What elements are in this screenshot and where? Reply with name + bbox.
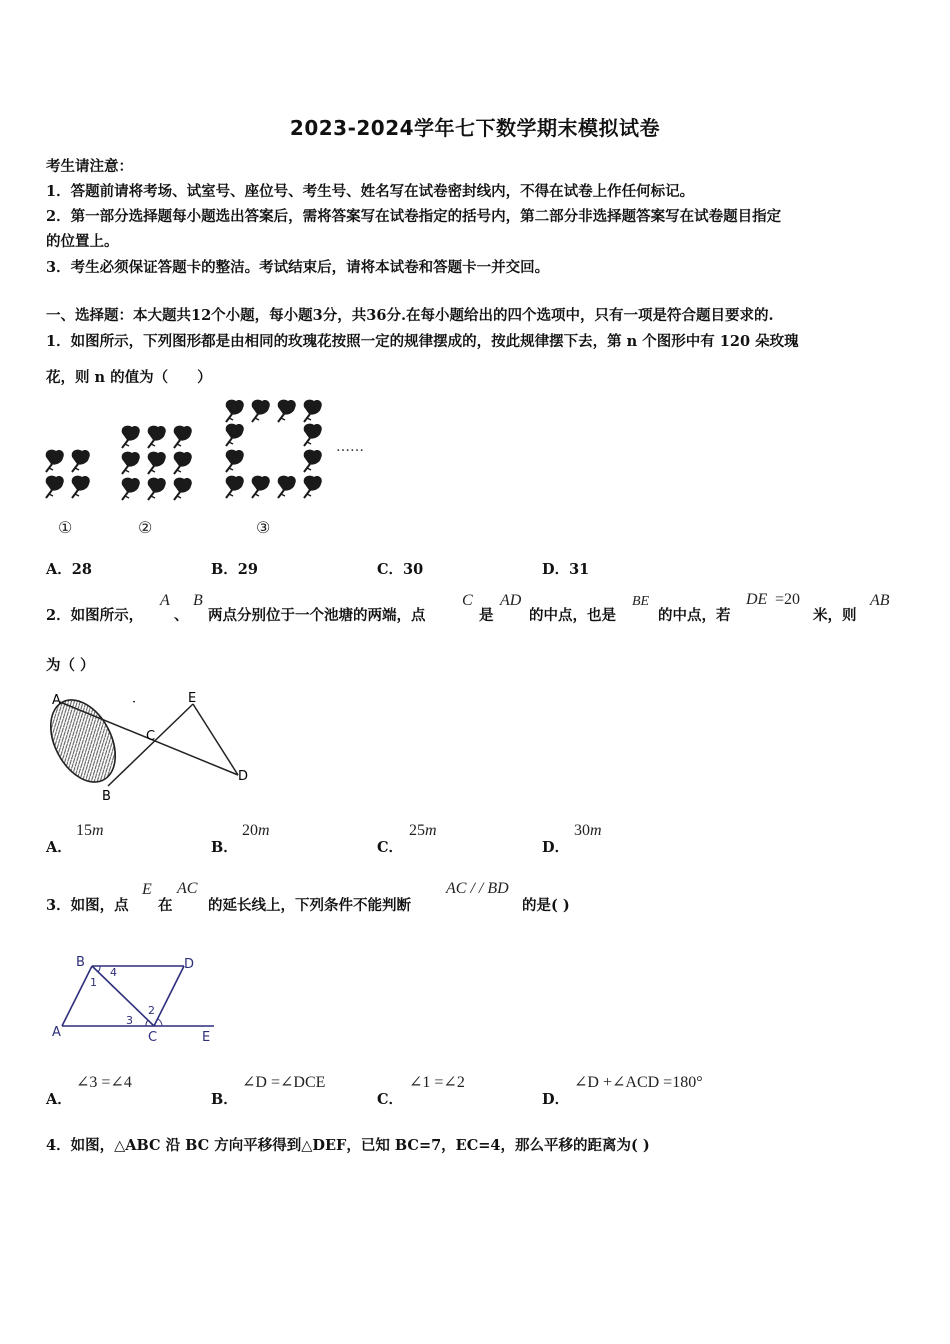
rose-icon <box>122 478 140 500</box>
q2-stem-part: 的中点，也是 <box>529 607 616 624</box>
q1-option-c[interactable]: C．30 <box>377 561 424 578</box>
q1-stem-line2: 花，则 n 的值为（ ） <box>46 369 212 386</box>
q2-option-d[interactable]: D． <box>542 839 570 856</box>
q3-math: E <box>142 881 152 898</box>
rose-icon <box>122 452 140 474</box>
q2-math: BE <box>632 594 650 609</box>
point-label: B <box>76 955 85 970</box>
q1-option-b[interactable]: B．29 <box>211 561 258 578</box>
rose-icon <box>304 476 322 498</box>
q1-stem-line1: 1．如图所示，下列图形都是由相同的玫瑰花按照一定的规律摆成的，按此规律摆下去，第 n 个图形中有 120 朵玫瑰 <box>46 333 799 350</box>
q2-option-a-value: 15m <box>76 822 104 839</box>
q1-option-a[interactable]: A．28 <box>46 561 92 578</box>
q2-option-b[interactable]: B． <box>211 839 238 856</box>
q3-option-b[interactable]: B． <box>211 1091 238 1108</box>
figure-label: ② <box>138 518 153 537</box>
rose-icon <box>46 450 64 472</box>
rose-icon <box>304 424 322 446</box>
q2-stem-part: 、 <box>174 607 189 624</box>
rose-icon <box>252 476 270 498</box>
figure-label: ③ <box>256 518 271 537</box>
q1-option-d[interactable]: D．31 <box>542 561 590 578</box>
rose-icon <box>148 452 166 474</box>
q3-option-c[interactable]: C． <box>377 1091 404 1108</box>
point-label: C <box>146 729 156 744</box>
q3-math: AC / / BD <box>446 880 509 897</box>
rose-icon <box>148 478 166 500</box>
angle-label: 2 <box>148 1004 155 1017</box>
point-label: E <box>202 1030 211 1045</box>
q1-rose-figure <box>40 395 400 545</box>
notice-item: 3．考生必须保证答题卡的整洁。考试结束后，请将本试卷和答题卡一并交回。 <box>46 259 550 276</box>
notice-item: 2．第一部分选择题每小题选出答案后，需将答案写在试卷指定的括号内，第二部分非选择题答案写在试卷题目指定 <box>46 208 782 225</box>
angle-label: 1 <box>90 976 97 989</box>
figure-label: ① <box>58 518 73 537</box>
q3-math: AC <box>177 880 198 897</box>
notice-item: 1．答题前请将考场、试室号、座位号、考生号、姓名写在试卷密封线内，不得在试卷上作任何标记。 <box>46 183 695 200</box>
q2-math: B <box>193 592 203 609</box>
q3-option-a-value: ∠3 =∠4 <box>76 1074 132 1091</box>
q2-math: A <box>160 592 170 609</box>
rose-icon <box>278 476 296 498</box>
rose-icon <box>226 476 244 498</box>
q2-math: DE <box>746 591 768 608</box>
rose-icon <box>46 476 64 498</box>
q3-option-a[interactable]: A． <box>46 1091 72 1108</box>
point-label: A <box>52 693 61 708</box>
point-label: A <box>52 1025 61 1040</box>
q2-stem-part: 米，则 <box>813 607 857 624</box>
rose-icon <box>226 450 244 472</box>
page-title: 2023-2024学年七下数学期末模拟试卷 <box>289 116 661 140</box>
q2-math: AD <box>500 592 522 609</box>
q2-option-a[interactable]: A． <box>46 839 72 856</box>
q3-stem-part: 在 <box>158 897 173 914</box>
rose-icon <box>72 476 90 498</box>
point-label: B <box>102 789 111 804</box>
rose-icon <box>148 426 166 448</box>
rose-icon <box>174 478 192 500</box>
notice-heading: 考生请注意： <box>46 158 133 175</box>
rose-icon <box>252 400 270 422</box>
figure-dot: · <box>132 695 137 710</box>
angle-label: 4 <box>110 966 117 979</box>
rose-icon <box>304 400 322 422</box>
section-heading: 一、选择题：本大题共12个小题，每小题3分，共36分.在每小题给出的四个选项中，只有一项是符合题目要求的. <box>46 307 774 324</box>
q2-option-d-value: 30m <box>574 822 602 839</box>
figure-ellipsis: …… <box>336 439 364 455</box>
point-label: E <box>188 691 197 706</box>
rose-icon <box>122 426 140 448</box>
q2-stem-part: 2．如图所示， <box>46 607 144 624</box>
point-label: D <box>238 769 249 784</box>
q3-option-d[interactable]: D． <box>542 1091 570 1108</box>
q3-stem-part: 的是( ) <box>522 897 570 914</box>
q2-option-c[interactable]: C． <box>377 839 404 856</box>
rose-icon <box>174 426 192 448</box>
q2-option-b-value: 20m <box>242 822 270 839</box>
q3-option-b-value: ∠D =∠DCE <box>242 1074 326 1091</box>
q2-stem-line2: 为（ ） <box>46 657 95 674</box>
q2-math: =20 <box>775 591 801 608</box>
q2-math: C <box>462 592 473 609</box>
q4-stem: 4．如图，△ABC 沿 BC 方向平移得到△DEF，已知 BC=7，EC=4，那么平移的距离为( ) <box>46 1137 650 1154</box>
rose-icon <box>304 450 322 472</box>
q3-parallel-figure <box>44 950 224 1050</box>
q3-stem-part: 的延长线上，下列条件不能判断 <box>208 897 411 914</box>
q3-stem-part: 3．如图，点 <box>46 897 129 914</box>
q3-option-c-value: ∠1 =∠2 <box>409 1074 465 1091</box>
point-label: D <box>184 957 195 972</box>
rose-icon <box>72 450 90 472</box>
point-label: C <box>148 1030 158 1045</box>
rose-icon <box>174 452 192 474</box>
rose-icon <box>226 424 244 446</box>
q2-pond-figure <box>48 688 268 808</box>
rose-icon <box>226 400 244 422</box>
q2-option-c-value: 25m <box>409 822 437 839</box>
angle-label: 3 <box>126 1014 133 1027</box>
rose-icon <box>278 400 296 422</box>
q2-math: AB <box>870 592 890 609</box>
q2-stem-part: 两点分别位于一个池塘的两端，点 <box>208 607 426 624</box>
q2-stem-part: 的中点，若 <box>658 607 731 624</box>
q2-stem-part: 是 <box>479 607 494 624</box>
notice-item: 的位置上。 <box>46 233 119 250</box>
q3-option-d-value: ∠D +∠ACD =180° <box>574 1074 703 1091</box>
